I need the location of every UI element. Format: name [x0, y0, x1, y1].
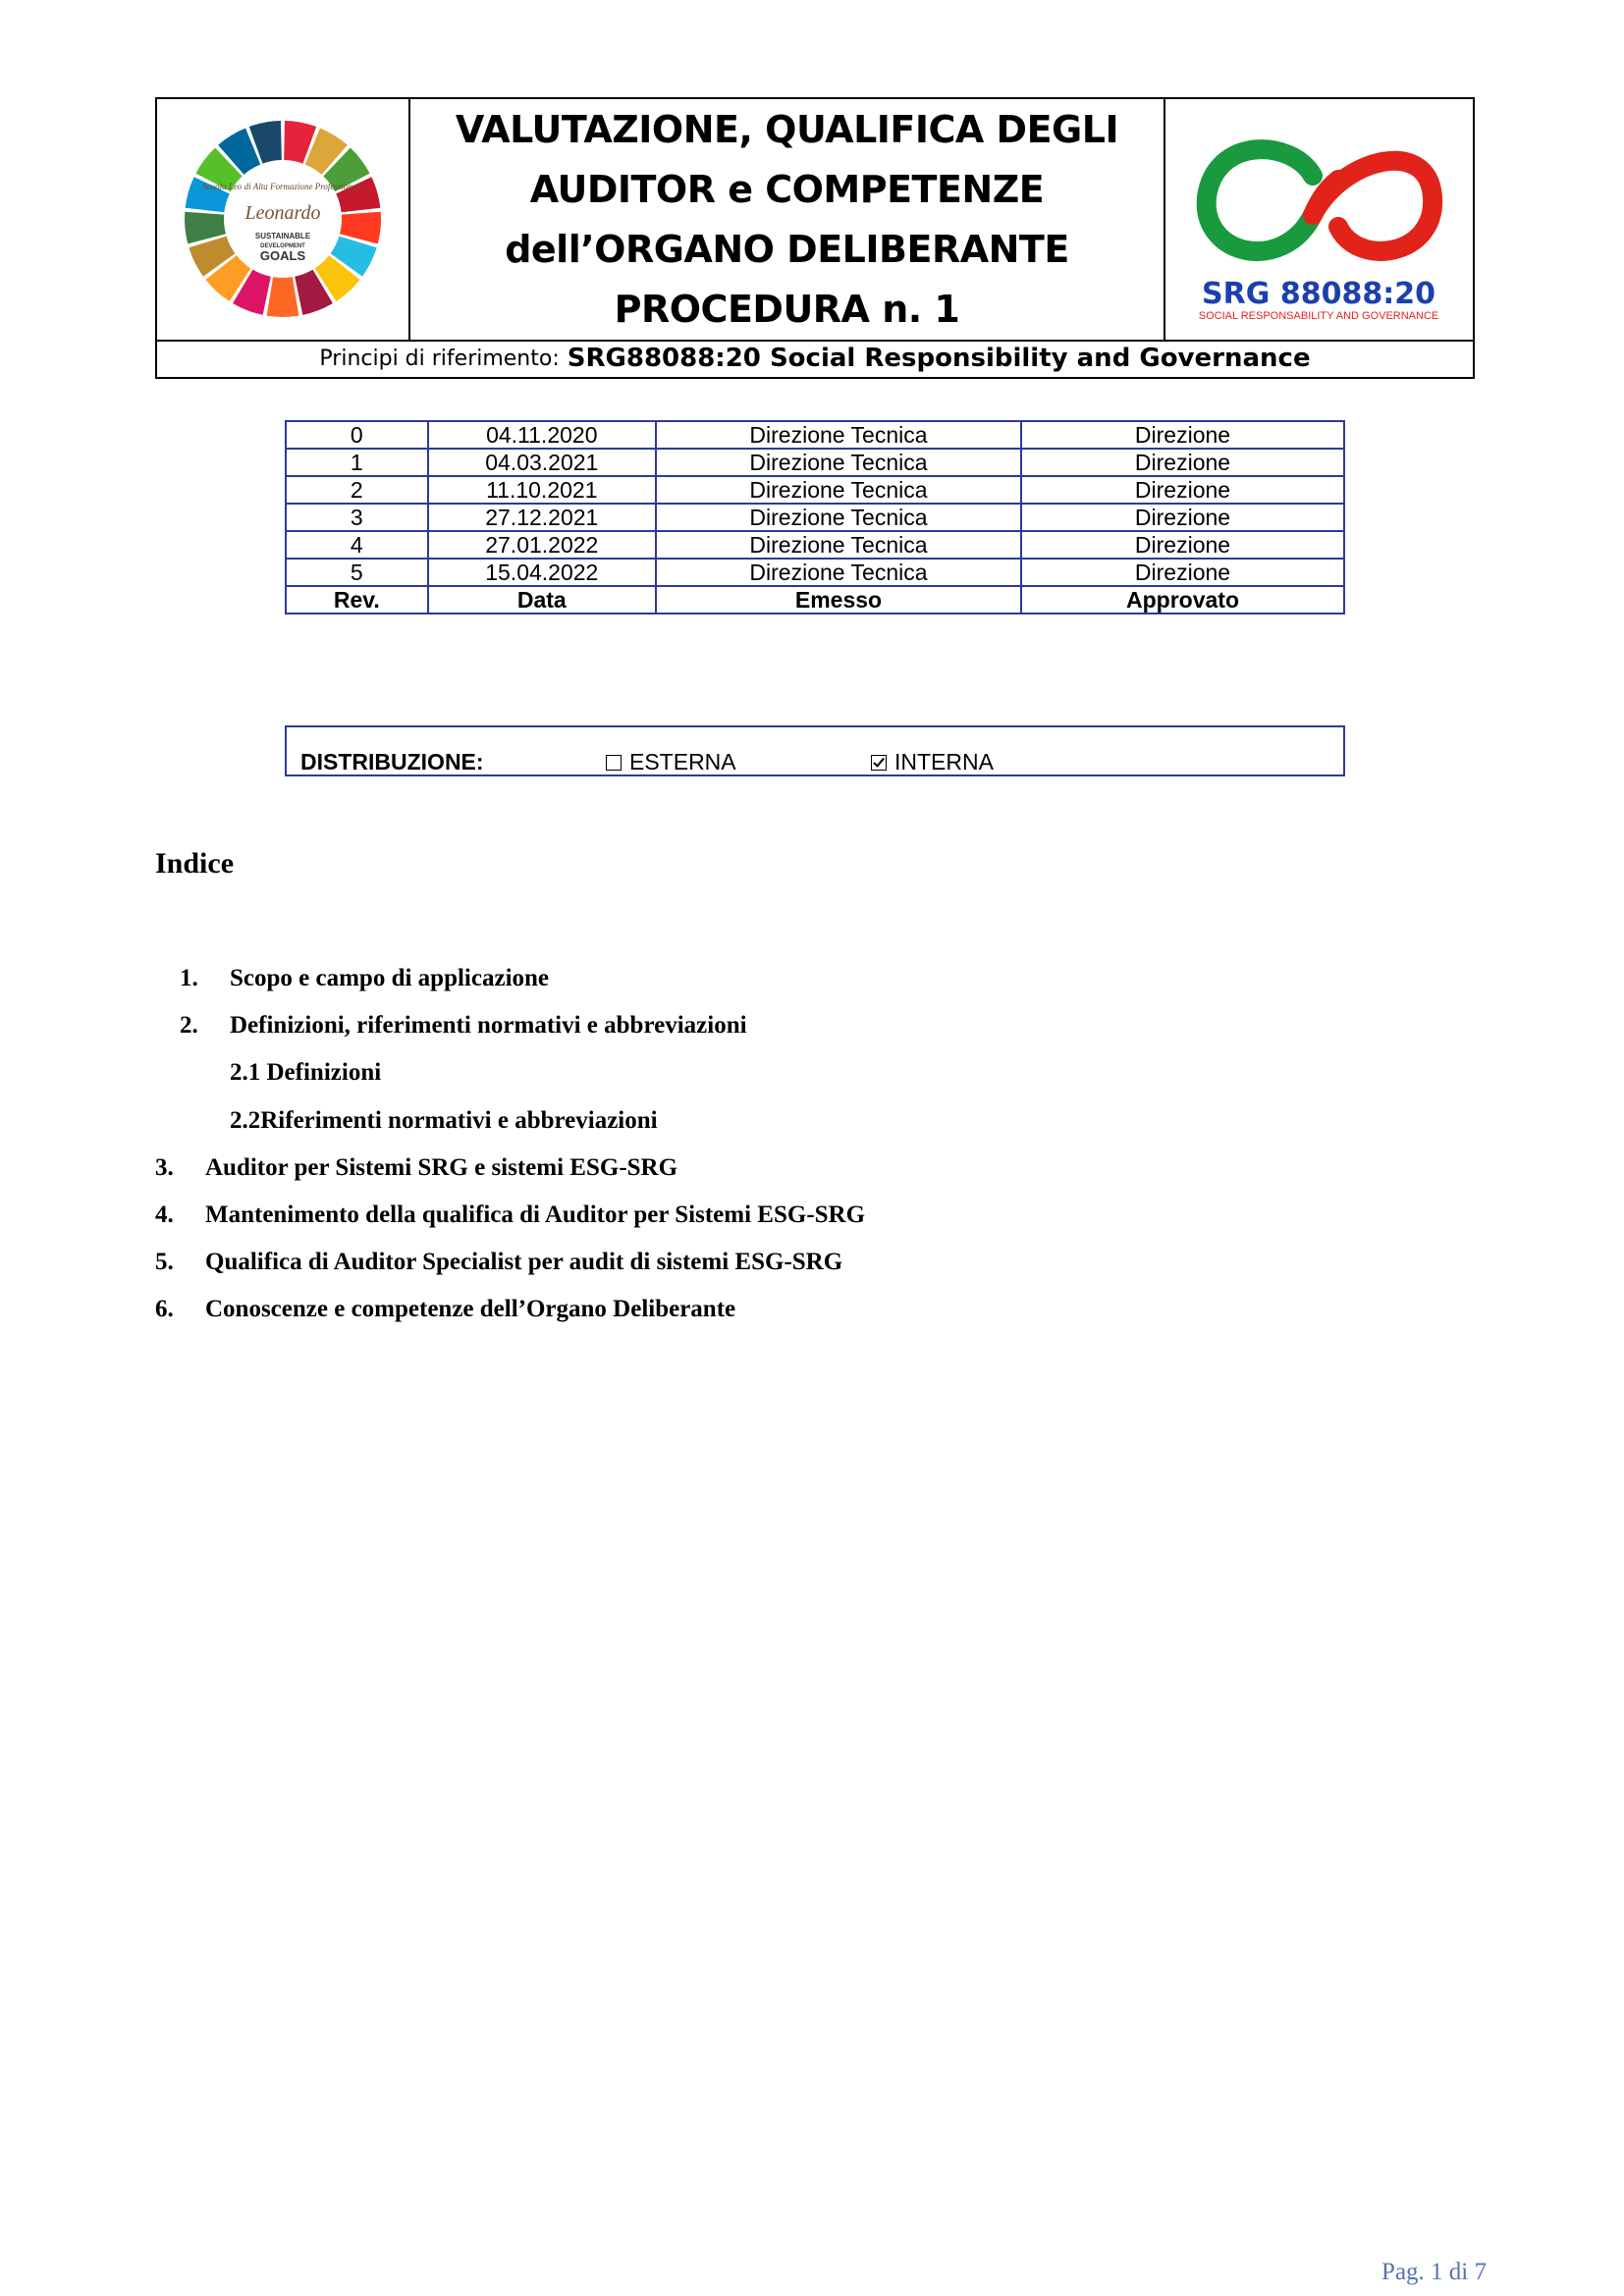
document-title	[410, 99, 1165, 340]
approved-cell: Direzione	[1021, 504, 1344, 531]
issued-cell: Direzione Tecnica	[656, 421, 1021, 449]
toc-item[interactable]	[155, 1296, 735, 1323]
table-row	[286, 421, 1344, 449]
issued-cell: Direzione Tecnica	[656, 476, 1021, 504]
reference-principles	[157, 340, 1473, 377]
date-cell: 04.03.2021	[428, 449, 656, 476]
page-number: Pag. 1 di 7	[1381, 2259, 1487, 2285]
title-line-1: VALUTAZIONE, QUALIFICA DEGLI	[455, 107, 1119, 151]
issued-cell: Direzione Tecnica	[656, 504, 1021, 531]
reference-label: Principi di riferimento:	[319, 346, 560, 371]
toc-item[interactable]	[155, 1249, 842, 1276]
date-cell: 04.11.2020	[428, 421, 656, 449]
toc-number: 5.	[155, 1249, 174, 1275]
index-heading: Indice	[155, 847, 235, 880]
header-top-row	[157, 99, 1473, 342]
distribution-box	[285, 725, 1345, 776]
rev-cell: 1	[286, 449, 428, 476]
title-line-3: dell’ORGANO DELIBERANTE	[505, 227, 1069, 271]
logo-ring-text: Scuola Leo di Alta Formazione Professionale	[202, 182, 363, 191]
sdg-wheel-logo	[157, 99, 408, 340]
revision-table	[285, 420, 1345, 614]
issued-cell: Direzione Tecnica	[656, 449, 1021, 476]
toc-number: 4.	[155, 1201, 174, 1228]
table-row	[286, 559, 1344, 586]
approved-cell: Direzione	[1021, 449, 1344, 476]
column-header-rev: Rev.	[286, 586, 428, 614]
toc-number: 1.	[180, 965, 198, 991]
toc-text: Auditor per Sistemi SRG e sistemi ESG-SRG	[205, 1154, 678, 1181]
approved-cell: Direzione	[1021, 531, 1344, 559]
toc-item[interactable]	[180, 1012, 747, 1040]
toc-text: 2.2Riferimenti normativi e abbreviazioni	[230, 1107, 658, 1134]
rev-cell: 3	[286, 504, 428, 531]
date-cell: 11.10.2021	[428, 476, 656, 504]
srg-logo-subtitle: SOCIAL RESPONSABILITY AND GOVERNANCE	[1198, 310, 1439, 322]
table-row	[286, 531, 1344, 559]
toc-number: 3.	[155, 1154, 174, 1181]
issued-cell: Direzione Tecnica	[656, 531, 1021, 559]
distribution-option-internal[interactable]	[871, 749, 994, 775]
column-header-approved: Approvato	[1021, 586, 1344, 614]
toc-item[interactable]	[155, 1201, 865, 1229]
date-cell: 27.12.2021	[428, 504, 656, 531]
internal-option-label: INTERNA	[894, 749, 994, 774]
column-header-date: Data	[428, 586, 656, 614]
toc-text: Conoscenze e competenze dell’Organo Deliberante	[205, 1296, 736, 1322]
date-cell: 27.01.2022	[428, 531, 656, 559]
reference-value: SRG88088:20 Social Responsibility and Governance	[567, 344, 1311, 373]
logo-goals-line-2: DEVELOPMENT	[260, 243, 305, 249]
date-cell: 15.04.2022	[428, 559, 656, 586]
toc-number: 6.	[155, 1296, 174, 1322]
rev-cell: 5	[286, 559, 428, 586]
toc-subitem[interactable]	[230, 1059, 381, 1087]
srg-infinity-logo	[1165, 99, 1473, 340]
toc-item[interactable]	[155, 1154, 677, 1182]
toc-subitem[interactable]	[230, 1107, 658, 1135]
toc-text: 2.1 Definizioni	[230, 1059, 382, 1086]
external-option-label: ESTERNA	[629, 749, 736, 774]
logo-center-text: Leonardo	[244, 202, 321, 224]
distribution-label: DISTRIBUZIONE:	[300, 749, 484, 774]
rev-cell: 4	[286, 531, 428, 559]
logo-goals-line-3: GOALS	[259, 248, 306, 263]
table-row	[286, 476, 1344, 504]
toc-item[interactable]	[180, 965, 549, 992]
table-row	[286, 449, 1344, 476]
title-line-2: AUDITOR e COMPETENZE	[529, 167, 1045, 211]
logo-goals-line-1: SUSTAINABLE	[254, 232, 311, 240]
approved-cell: Direzione	[1021, 421, 1344, 449]
toc-text: Definizioni, riferimenti normativi e abbreviazioni	[230, 1012, 747, 1039]
toc-number: 2.	[180, 1012, 198, 1039]
issued-cell: Direzione Tecnica	[656, 559, 1021, 586]
approved-cell: Direzione	[1021, 559, 1344, 586]
toc-text: Mantenimento della qualifica di Auditor per Sistemi ESG-SRG	[205, 1201, 866, 1228]
left-logo-cell	[157, 99, 410, 340]
table-header-row	[286, 586, 1344, 614]
document-header	[155, 97, 1475, 379]
toc-text: Qualifica di Auditor Specialist per audit di sistemi ESG-SRG	[205, 1249, 843, 1275]
unchecked-box-icon[interactable]	[606, 755, 622, 771]
sdg-wheel-segment	[267, 277, 299, 317]
checked-box-icon[interactable]	[871, 755, 887, 771]
rev-cell: 0	[286, 421, 428, 449]
right-logo-cell	[1165, 99, 1473, 340]
distribution-option-external[interactable]	[606, 749, 736, 775]
approved-cell: Direzione	[1021, 476, 1344, 504]
toc-text: Scopo e campo di applicazione	[230, 965, 550, 991]
table-row	[286, 504, 1344, 531]
column-header-issued: Emesso	[656, 586, 1021, 614]
rev-cell: 2	[286, 476, 428, 504]
srg-logo-title: SRG 88088:20	[1202, 277, 1435, 311]
title-line-4: PROCEDURA n. 1	[614, 287, 960, 331]
